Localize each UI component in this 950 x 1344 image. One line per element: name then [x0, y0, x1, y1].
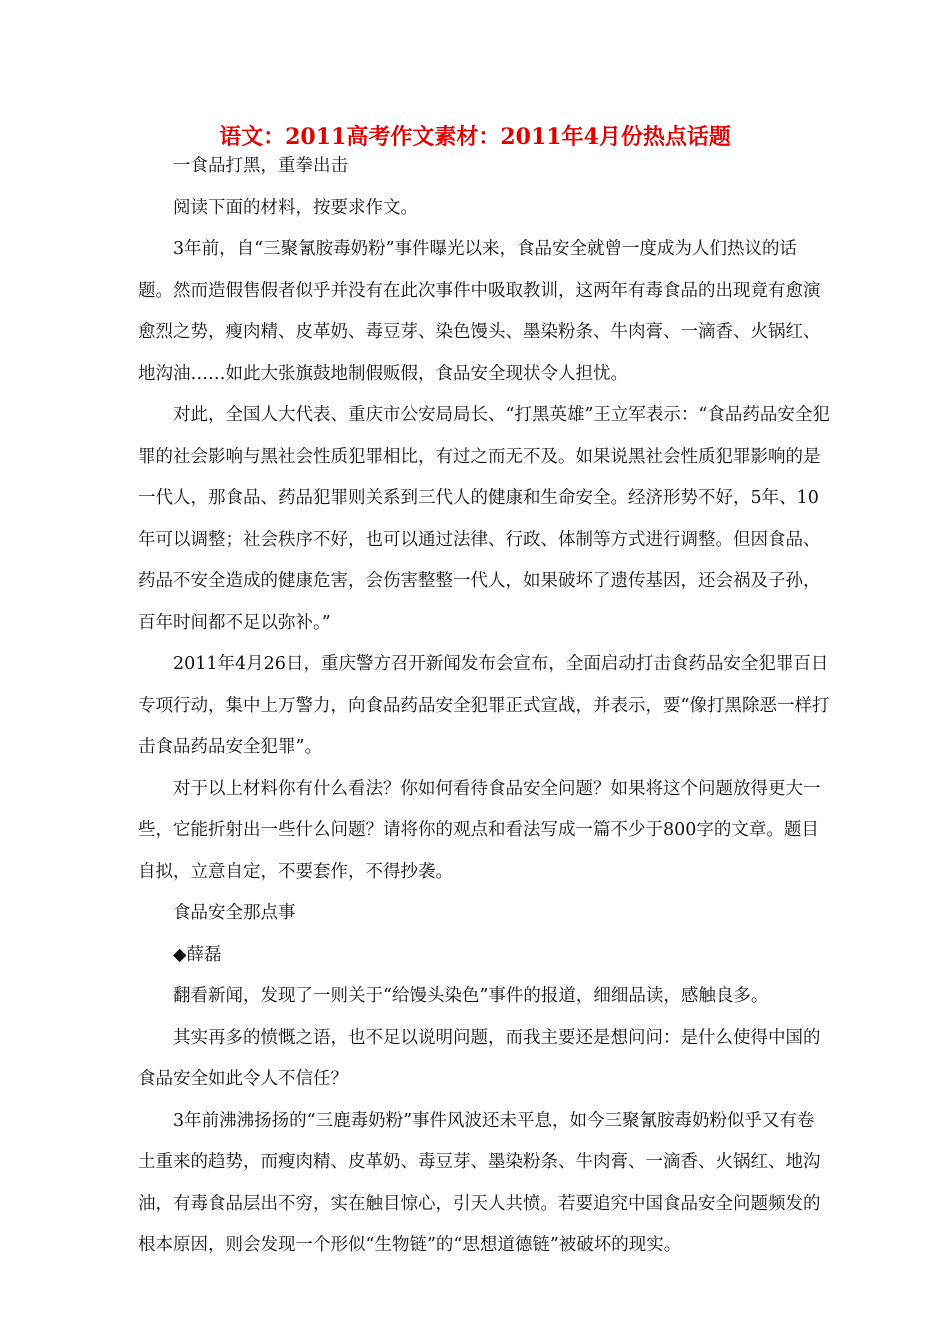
body-paragraph: 2011年4月26日，重庆警方召开新闻发布会宣布，全面启动打击食药品安全犯罪百日专项行动，集中上万警力，向食品药品安全犯罪正式宣战，并表示，要“像打黑除恶一样打击食品药品安全犯罪”。: [138, 654, 830, 757]
instruction-paragraph: 阅读下面的材料，按要求作文。: [173, 197, 418, 218]
body-paragraph: 翻看新闻，发现了一则关于“给馒头染色”事件的报道，细细品读，感触良多。: [173, 986, 769, 1006]
body-paragraph: 3年前沸沸扬扬的“三鹿毒奶粉”事件风波还未平息，如今三聚氰胺毒奶粉似乎又有卷土重来的趋势，而瘦肉精、皮革奶、毒豆芽、墨染粉条、牛肉膏、一滴香、火锅红、地沟油，有毒食品层出不穷，实在触目惊心，引天人共愤。若要追究中国食品安全问题频发的根本原因，则会发现一个形似“生物链”的“思想道德链”被破坏的现实。: [138, 1110, 821, 1255]
document-title: 语文：2011高考作文素材：2011年4月份热点话题: [219, 124, 731, 150]
section-heading: 一食品打黑，重拳出击: [173, 156, 348, 176]
body-paragraph: 其实再多的愤慨之语，也不足以说明问题，而我主要还是想问问：是什么使得中国的食品安全如此令人不信任？: [138, 1027, 821, 1089]
essay-author: ◆薛磊: [173, 944, 222, 965]
document-body: [138, 146, 830, 1267]
body-paragraph: 3年前，自“三聚氰胺毒奶粉”事件曝光以来，食品安全就曾一度成为人们热议的话题。然而造假售假者似乎并没有在此次事件中吸取教训，这两年有毒食品的出现竟有愈演愈烈之势，瘦肉精、皮革奶、毒豆芽、染色馒头、墨染粉条、牛肉膏、一滴香、火锅红、地沟油……如此大张旗鼓地制假贩假，食品安全现状令人担忧。: [138, 239, 821, 384]
essay-title: 食品安全那点事: [173, 903, 296, 923]
body-paragraph: 对此，全国人大代表、重庆市公安局局长、“打黑英雄”王立军表示：“食品药品安全犯罪的社会影响与黑社会性质犯罪相比，有过之而无不及。如果说黑社会性质犯罪影响的是一代人，那食品、药品犯罪则关系到三代人的健康和生命安全。经济形势不好，5年、10年可以调整；社会秩序不好，也可以通过法律、行政、体制等方式进行调整。但因食品、药品不安全造成的健康危害，会伤害整整一代人，如果破坏了遗传基因，还会祸及子孙，百年时间都不足以弥补。”: [138, 405, 830, 633]
body-paragraph: 对于以上材料你有什么看法？你如何看待食品安全问题？如果将这个问题放得更大一些，它能折射出一些什么问题？请将你的观点和看法写成一篇不少于800字的文章。题目自拟，立意自定，不要套作，不得抄袭。: [138, 778, 821, 882]
